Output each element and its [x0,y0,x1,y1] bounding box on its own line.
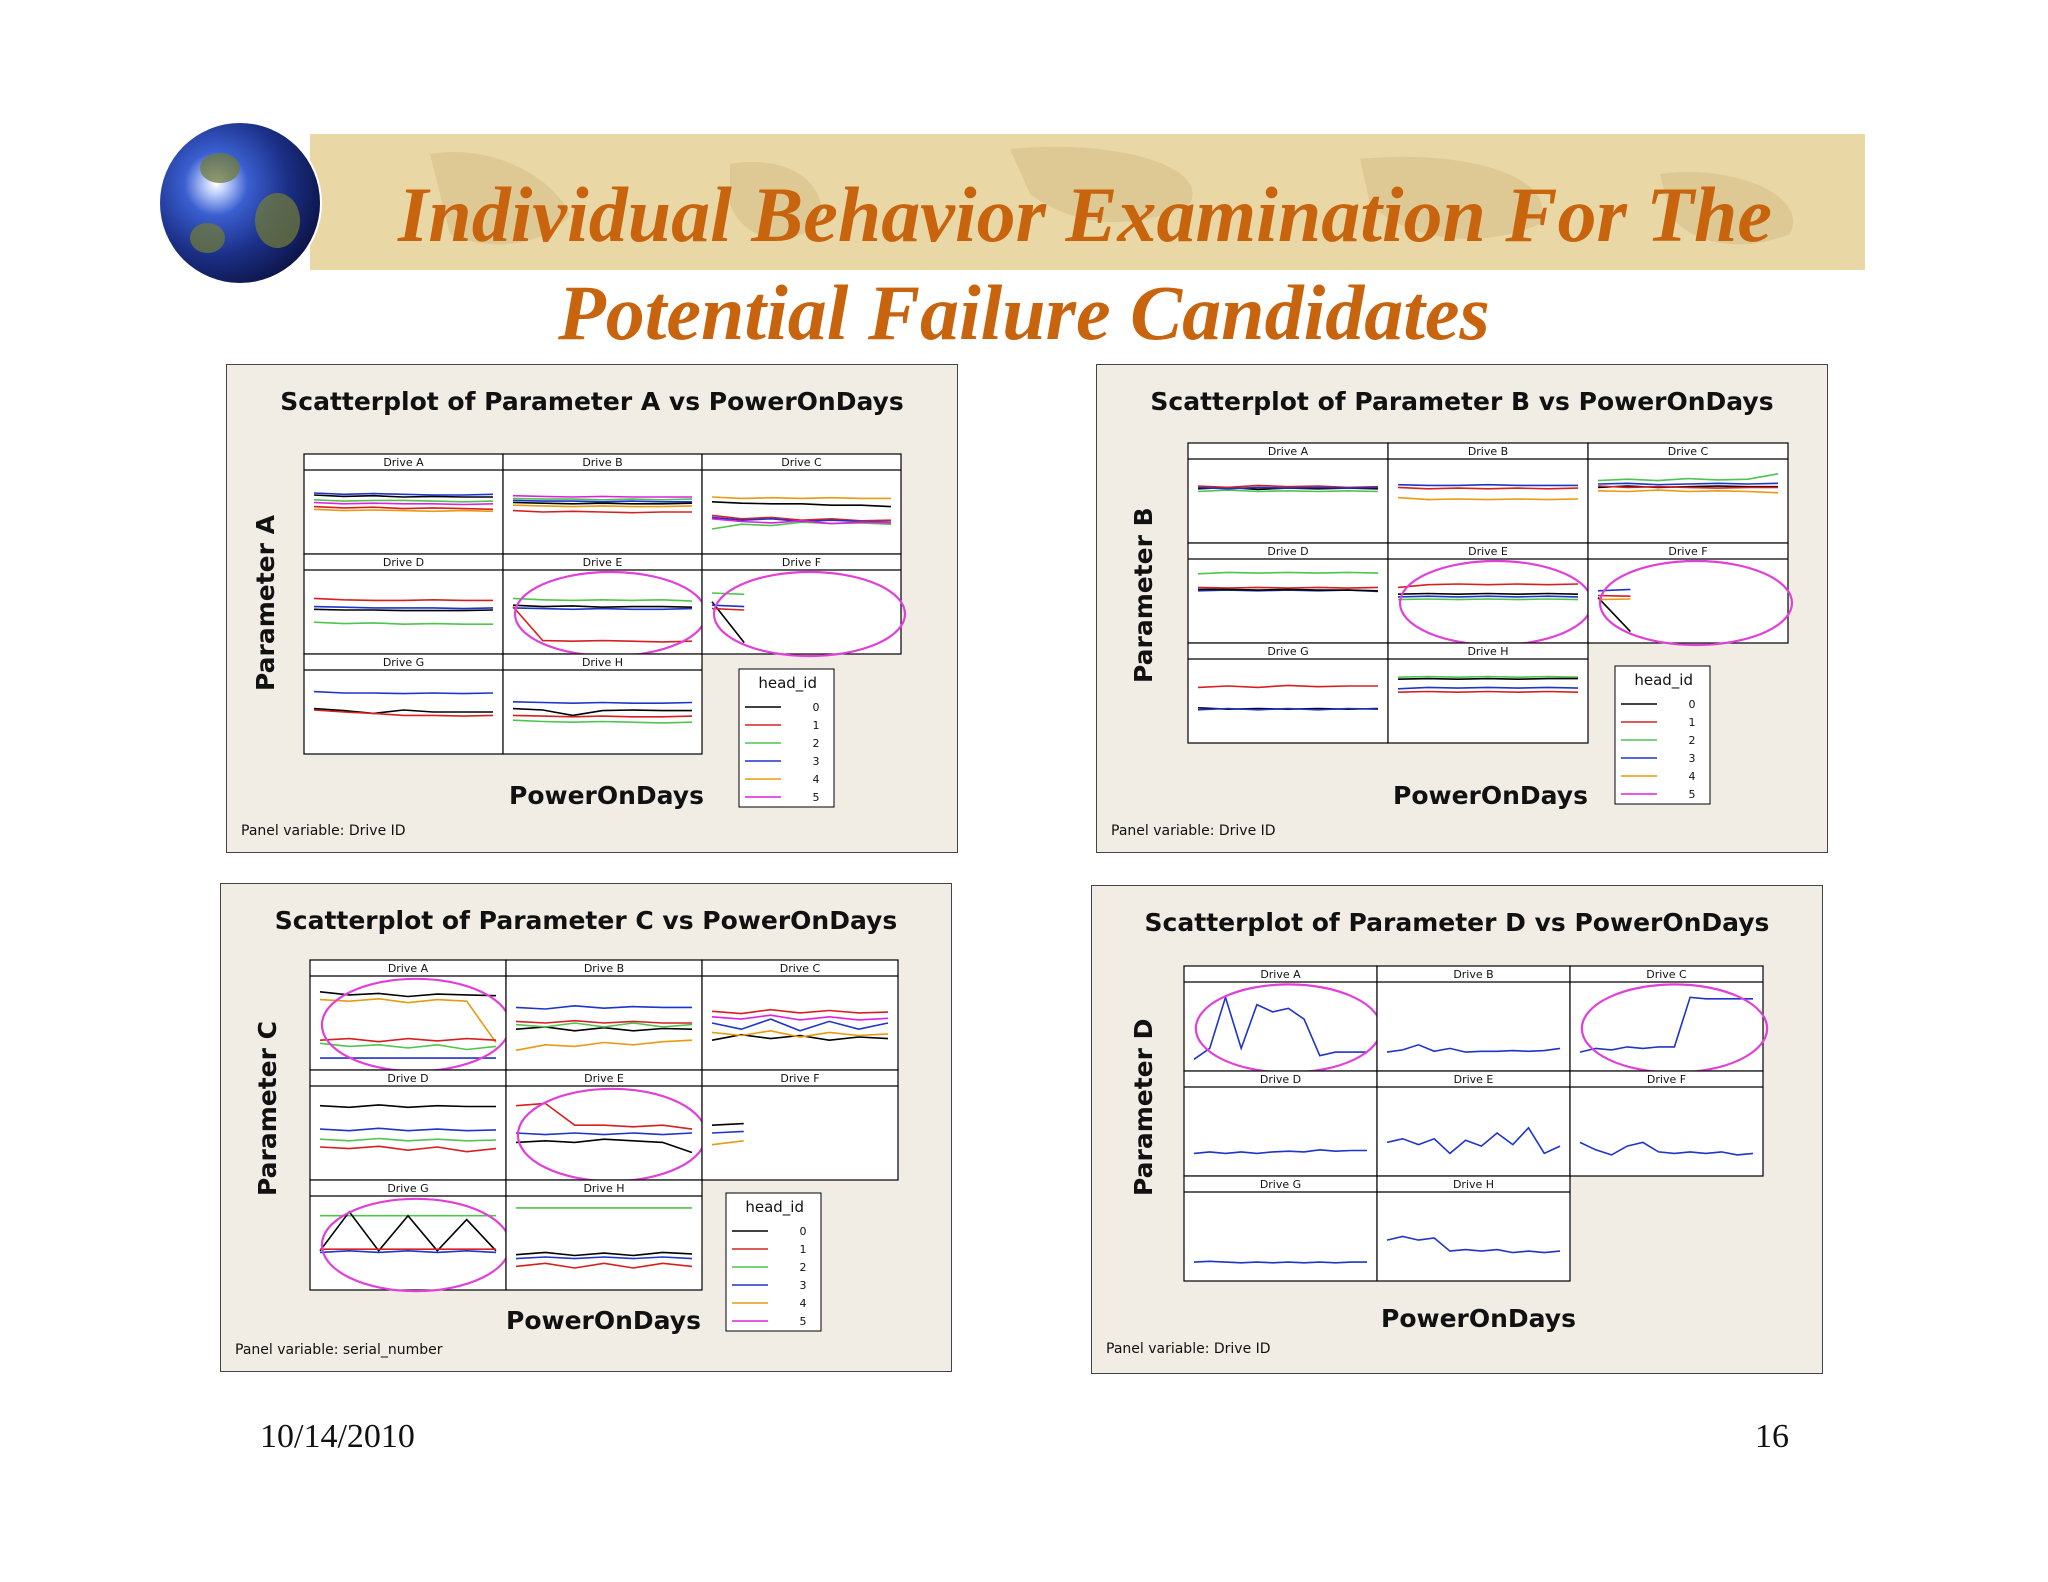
legend-title: head_id [745,1198,804,1216]
facet-drive-c [702,454,901,554]
facet-label: Drive A [1260,968,1301,981]
trellis-plot [227,365,957,852]
y-axis-label: Parameter D [1129,1018,1158,1196]
legend-title: head_id [1634,671,1693,689]
facet-label: Drive E [584,1072,624,1085]
facet-drive-h [1388,643,1588,743]
legend-entry: 3 [812,755,820,768]
facet-drive-e [503,554,706,656]
legend-entry: 5 [1688,788,1696,801]
chart-panel-4 [1091,885,1823,1374]
panel-variable-note: Panel variable: serial_number [235,1342,443,1358]
series-line-head-1 [1398,692,1578,693]
legend-entry: 1 [812,719,820,732]
trellis-plot [1097,365,1827,852]
legend-entry: 4 [812,773,820,786]
facet-drive-a [1184,966,1381,1073]
legend-entry: 5 [812,791,820,804]
facet-drive-e [1388,543,1592,645]
facet-label: Drive B [583,962,625,975]
legend-entry: 4 [1688,770,1696,783]
facet-drive-c [1570,966,1767,1073]
x-axis-label: PowerOnDays [1381,1304,1576,1333]
legend-entry: 3 [1688,752,1696,765]
legend-entry: 0 [812,701,820,714]
legend-entry: 1 [799,1243,807,1256]
facet-label: Drive D [387,1072,429,1085]
facet-label: Drive C [1667,445,1709,458]
series-line-head-4 [1598,599,1630,600]
facet-frame [1188,643,1388,743]
facet-drive-e [506,1070,706,1181]
facet-label: Drive E [1453,1073,1494,1086]
facet-label: Drive F [1668,545,1708,558]
facet-label: Drive C [1646,968,1687,981]
facet-label: Drive D [382,556,425,569]
facet-drive-h [1377,1176,1570,1281]
facet-label: Drive C [781,456,822,469]
legend-entry: 4 [799,1297,807,1310]
chart-title: Scatterplot of Parameter D vs PowerOnDays [1144,908,1770,937]
facet-label: Drive A [387,962,429,975]
series-line-head-0 [1398,679,1578,680]
page-number: 16 [1755,1418,1789,1455]
facet-label: Drive B [1453,968,1494,981]
facet-drive-d [1184,1071,1377,1176]
facet-drive-b [1377,966,1570,1071]
series-line-head-2 [1398,677,1578,678]
chart-title: Scatterplot of Parameter A vs PowerOnDays [280,387,904,416]
facet-drive-h [506,1180,702,1290]
facet-frame [304,554,503,654]
facet-label: Drive E [582,556,623,569]
facet-frame [1188,543,1388,643]
facet-drive-g [1188,643,1388,743]
facet-drive-b [1388,443,1588,543]
series-line-head-3 [1398,485,1578,486]
facet-drive-d [1188,543,1388,643]
facet-label: Drive F [781,556,822,569]
y-axis-label: Parameter A [251,514,280,691]
facet-label: Drive H [581,656,624,669]
legend-entry: 1 [1688,716,1696,729]
facet-drive-f [702,1070,898,1180]
legend-entry: 0 [799,1225,807,1238]
legend [1615,666,1710,804]
series-line-head-2 [1398,599,1578,600]
slide-title-line1: Individual Behavior Examination For The [398,171,1772,258]
facet-label: Drive C [779,962,821,975]
facet-drive-g [310,1180,510,1291]
facet-label: Drive G [1267,645,1309,658]
series-line-head-1 [1598,596,1630,597]
facet-label: Drive A [1267,445,1309,458]
facet-frame [1588,443,1788,543]
chart-title: Scatterplot of Parameter C vs PowerOnDays [274,906,898,935]
y-axis-label: Parameter C [253,1020,282,1196]
slide-title-line2: Potential Failure Candidates [558,269,1490,356]
facet-drive-b [503,454,702,554]
facet-label: Drive B [1467,445,1509,458]
facet-frame [304,654,503,754]
facet-drive-g [304,654,503,754]
facet-label: Drive H [583,1182,625,1195]
legend-entry: 2 [799,1261,807,1274]
facet-label: Drive H [1452,1178,1495,1191]
legend-entry: 0 [1688,698,1696,711]
legend-title: head_id [758,674,817,692]
facet-label: Drive B [582,456,623,469]
facet-label: Drive F [1646,1073,1687,1086]
facet-label: Drive G [382,656,425,669]
legend [739,669,834,807]
legend-entry: 2 [1688,734,1696,747]
legend [726,1193,821,1331]
series-line-head-0 [1398,594,1578,595]
facet-label: Drive E [1468,545,1508,558]
chart-panel-3 [220,883,952,1372]
chart-panel-1 [226,364,958,853]
x-axis-label: PowerOnDays [1393,781,1588,810]
facet-drive-c [1588,443,1788,543]
series-line-head-1 [1198,587,1378,588]
panel-variable-note: Panel variable: Drive ID [1106,1341,1271,1357]
facet-frame [1388,443,1588,543]
y-axis-label: Parameter B [1129,507,1158,683]
facet-label: Drive G [1259,1178,1302,1191]
facet-label: Drive H [1467,645,1509,658]
facet-label: Drive G [387,1182,429,1195]
facet-label: Drive F [780,1072,820,1085]
trellis-plot [221,884,951,1371]
legend-entry: 3 [799,1279,807,1292]
facet-frame [1188,443,1388,543]
facet-drive-a [310,960,510,1071]
facet-drive-c [702,960,898,1070]
trellis-plot [1092,886,1822,1373]
legend-entry: 2 [812,737,820,750]
x-axis-label: PowerOnDays [506,1306,701,1335]
facet-frame [1388,643,1588,743]
facet-drive-e [1377,1071,1570,1176]
facet-frame [503,654,702,754]
slide-date: 10/14/2010 [260,1418,415,1455]
x-axis-label: PowerOnDays [509,781,704,810]
series-line-head-3 [1398,596,1578,597]
panel-variable-note: Panel variable: Drive ID [1111,823,1276,839]
legend-entry: 5 [799,1315,807,1328]
panel-variable-note: Panel variable: Drive ID [241,823,406,839]
facet-label: Drive A [383,456,424,469]
chart-title: Scatterplot of Parameter B vs PowerOnDays [1150,387,1774,416]
facet-drive-d [310,1070,506,1180]
facet-label: Drive D [1259,1073,1302,1086]
facet-drive-f [1570,1071,1763,1176]
facet-drive-f [702,554,905,656]
facet-label: Drive D [1267,545,1309,558]
globe-icon [160,123,320,283]
facet-drive-b [506,960,702,1070]
facet-drive-h [503,654,702,754]
facet-drive-d [304,554,503,654]
facet-drive-f [1588,543,1792,645]
facet-drive-a [1188,443,1388,543]
facet-drive-g [1184,1176,1377,1281]
facet-drive-a [304,454,503,554]
chart-panel-2 [1096,364,1828,853]
